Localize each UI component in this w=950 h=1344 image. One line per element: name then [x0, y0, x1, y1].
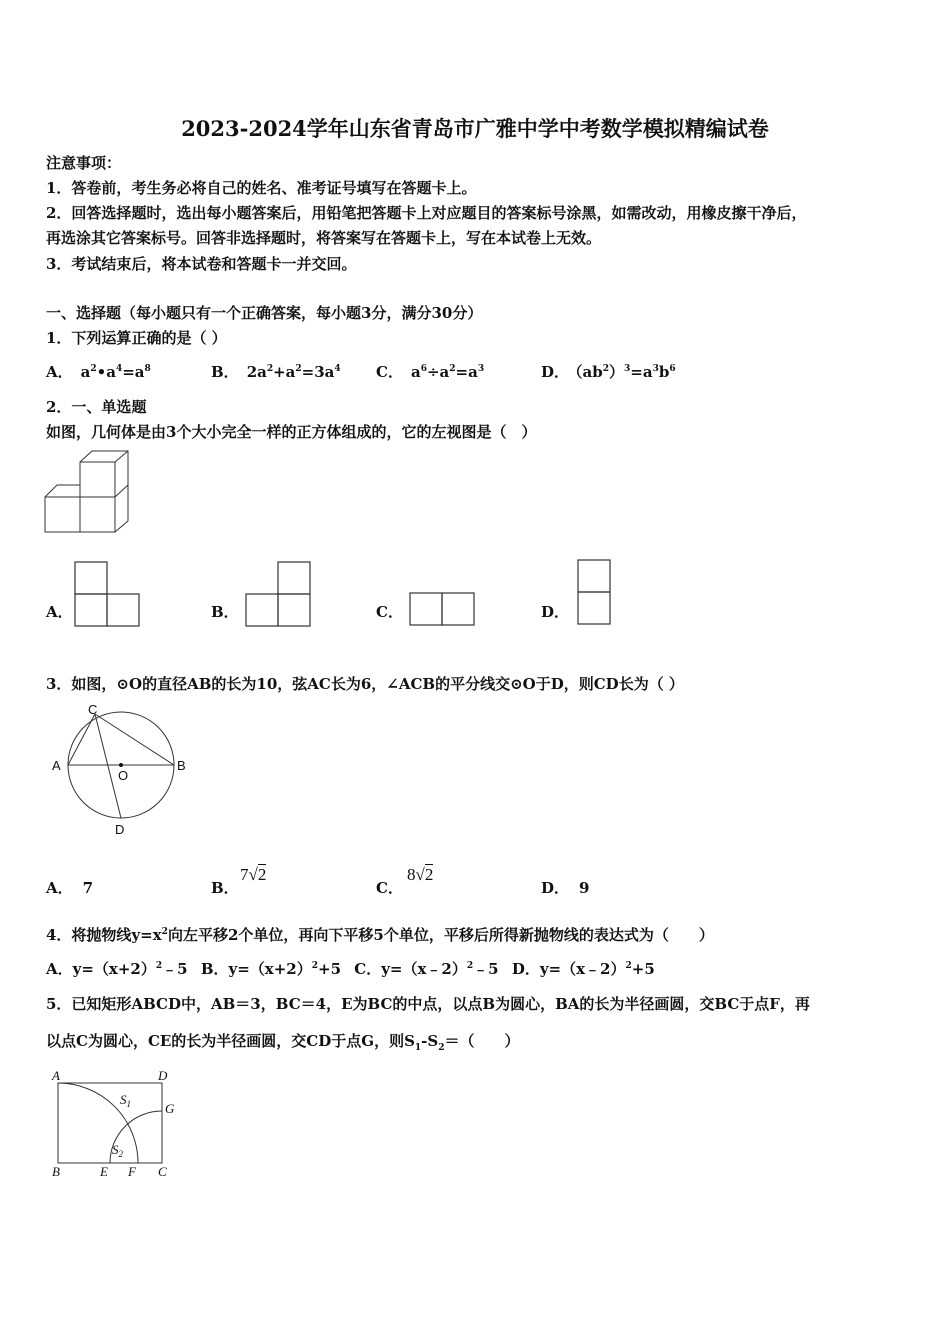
q5-point-d: D: [158, 1068, 168, 1083]
q5-label-s1: $S_1$: [120, 1092, 131, 1109]
q5-point-c: C: [158, 1164, 167, 1179]
q2-head: 2．一、单选题: [46, 398, 147, 416]
notice-item-1: 1．答卷前，考生务必将自己的姓名、准考证号填写在答题卡上。: [46, 179, 477, 197]
q1-option-b[interactable]: B． $2a^2+a^2=3a^4$: [211, 363, 341, 381]
q2-option-c-figure[interactable]: [409, 592, 475, 626]
q2-option-d-label[interactable]: D．: [541, 603, 570, 621]
q3-stem: 3．如图，⊙O的直径AB的长为10，弦AC长为6，∠ACB的平分线交⊙O于D，则CD长为（ ）: [46, 675, 684, 693]
q5-point-e: E: [100, 1164, 108, 1179]
q5-rectangle-figure: [48, 1066, 188, 1182]
q1-stem: 1．下列运算正确的是（ ）: [46, 329, 227, 347]
section-heading: 一、选择题（每小题只有一个正确答案，每小题3分，满分30分）: [46, 304, 483, 322]
q3-point-b: B: [177, 758, 186, 773]
q3-point-c: C: [88, 702, 98, 717]
q1-option-d[interactable]: D． $(ab^2)^3=a^3b^6$: [541, 363, 676, 381]
q3-point-a: A: [52, 758, 61, 773]
notice-item-2-cont: 再选涂其它答案标号。回答非选择题时，将答案写在答题卡上，写在本试卷上无效。: [46, 229, 602, 247]
q2-option-d-figure[interactable]: [577, 559, 611, 625]
q5-stem-line2: 以点C为圆心，CE的长为半径画圆，交CD于点G，则$S_1-S_2=$（ ）: [46, 1032, 520, 1053]
q1-option-c[interactable]: C． $a^6\div a^2=a^3$: [376, 363, 485, 381]
notice-item-3: 3．考试结束后，将本试卷和答题卡一并交回。: [46, 255, 357, 273]
q5-point-b: B: [52, 1164, 60, 1179]
q3-option-c-label[interactable]: C．: [376, 879, 403, 897]
q3-option-c-value[interactable]: 8√2: [407, 865, 434, 884]
q2-option-b-figure[interactable]: [245, 561, 311, 627]
q2-stem: 如图，几何体是由3个大小完全一样的正方体组成的，它的左视图是（ ）: [46, 423, 537, 441]
q4-stem: 4．将抛物线$y=x^2$向左平移2个单位，再向下平移5个单位，平移后所得新抛物线的表达式为（ ）: [46, 926, 714, 944]
q1-option-a[interactable]: A． $a^2•a^4=a^8$: [46, 363, 151, 381]
q5-point-a: A: [52, 1068, 60, 1083]
q3-option-b-value[interactable]: 7√2: [240, 865, 267, 884]
q4-option-a[interactable]: A．$y=(x+2)^2﹣5$: [46, 960, 188, 978]
notice-item-2: 2．回答选择题时，选出每小题答案后，用铅笔把答题卡上对应题目的答案标号涂黑，如需改动，用橡皮擦干净后，: [46, 204, 807, 222]
q5-point-f: F: [128, 1164, 136, 1179]
q5-point-g: G: [165, 1101, 175, 1116]
q4-option-b[interactable]: B．$y=(x+2)^2+5$: [200, 960, 342, 978]
q3-point-o: O: [118, 768, 129, 783]
q2-option-a-label[interactable]: A．: [46, 603, 73, 621]
sqrt-icon: √: [415, 865, 425, 884]
q2-cube-figure: [44, 450, 134, 536]
q2-option-c-label[interactable]: C．: [376, 603, 403, 621]
sqrt-icon: √: [248, 865, 258, 884]
q2-option-a-figure[interactable]: [74, 561, 140, 627]
q3-option-b-label[interactable]: B．: [211, 879, 239, 897]
q3-option-d[interactable]: D． 9: [541, 879, 590, 897]
notice-heading: 注意事项：: [46, 154, 122, 172]
q2-option-b-label[interactable]: B．: [211, 603, 239, 621]
q3-circle-figure: [50, 703, 200, 839]
q5-label-s2: $S_2$: [112, 1142, 123, 1159]
page-title: 2023-2024学年山东省青岛市广雅中学中考数学模拟精编试卷: [181, 116, 769, 141]
q5-stem-line1: 5．已知矩形ABCD中，AB＝3，BC＝4，E为BC的中点，以点B为圆心，BA的长为半径画圆，交BC于点F，再: [46, 995, 810, 1013]
q3-point-d: D: [115, 822, 125, 837]
q4-options: [46, 958, 655, 979]
q3-option-a[interactable]: A． 7: [46, 879, 94, 897]
q4-option-c[interactable]: C．y=（x﹣2）$^2$﹣5: [354, 960, 499, 978]
q4-option-d[interactable]: D．y=（x﹣2）$^2$+5: [511, 960, 655, 978]
